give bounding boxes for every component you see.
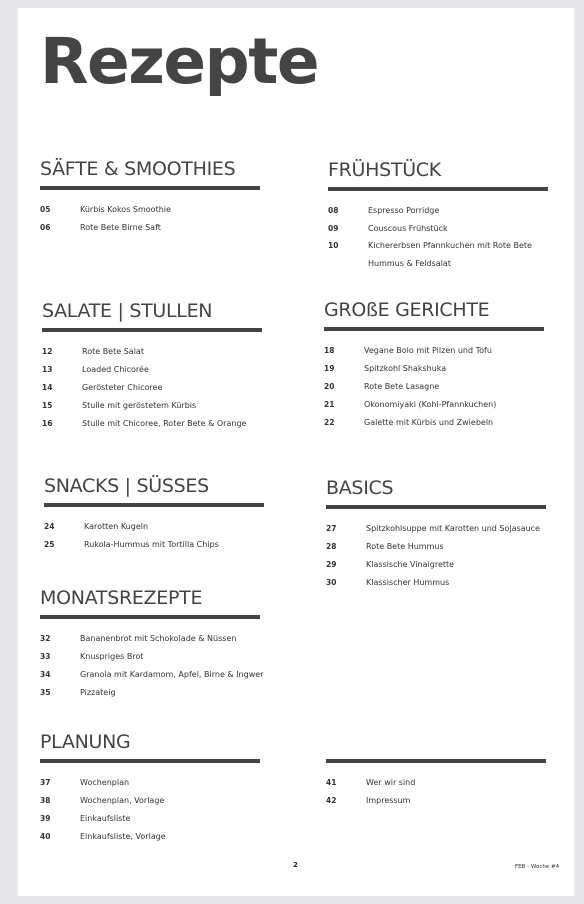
toc-page-number: 39 [40,813,51,823]
toc-label: Rote Bete Birne Saft [80,222,161,232]
section-rule [328,187,548,191]
toc-label: Rote Bete Hummus [366,541,444,551]
toc-label: Okonomiyaki (Kohl-Pfannkuchen) [364,399,497,409]
toc-entry[interactable] [42,342,262,360]
issue-label: FEB - Woche #4 [515,864,560,870]
toc-label: Stulle mit geröstetem Kürbis [82,400,197,410]
toc-page-number: 28 [326,541,337,551]
toc-entry[interactable] [40,683,260,701]
toc-page-number: 13 [42,364,53,374]
section-grosse-gerichte [324,299,544,431]
toc-entry[interactable] [328,219,548,237]
document-page [18,8,574,896]
toc-label: Spitzkohl Shakshuka [364,363,447,373]
toc-entry[interactable] [326,555,546,573]
toc-label: Klassische Vinaigrette [366,559,455,569]
section-rule [40,759,260,763]
toc-entry[interactable] [42,396,262,414]
toc-label: Granola mit Kardamom, Apfel, Birne & Ingwer [80,669,264,679]
toc-label: Bananenbrot mit Schokolade & Nüssen [80,633,237,643]
section-rule [42,328,262,332]
toc-page-number: 32 [40,633,51,643]
toc-label: Rukola-Hummus mit Tortilla Chips [84,539,219,549]
section-heading: BASICS [326,477,394,499]
toc-page-number: 33 [40,651,51,661]
toc-page-number: 21 [324,399,335,409]
toc-label: Einkaufsliste, Vorlage [80,831,166,841]
toc-entry[interactable] [42,360,262,378]
toc-entry[interactable] [40,218,260,236]
toc-label: Rote Bete Lasagne [364,381,440,391]
toc-entry[interactable] [40,665,264,683]
section-heading: SNACKS | SÜSSES [44,475,209,497]
section-heading [326,731,546,753]
section-snacks-suesses [44,475,264,553]
toc-entry[interactable] [328,201,548,219]
toc-label: Klassischer Hummus [366,577,450,587]
toc-label: Espresso Porridge [368,205,440,215]
toc-label: Spitzkohlsuppe mit Karotten und Sojasauce [366,523,540,533]
toc-label: Impressum [366,795,411,805]
toc-page-number: 06 [40,222,51,232]
toc-label: Rote Bete Salat [82,346,144,356]
toc-entry[interactable] [42,378,262,396]
toc-page-number: 19 [324,363,335,373]
section-rule [326,759,546,763]
toc-label: Couscous Frühstück [368,223,448,233]
toc-entry[interactable] [40,809,260,827]
toc-entry[interactable] [326,773,546,791]
toc-label: Galette mit Kürbis und Zwiebeln [364,417,494,427]
section-heading: PLANUNG [40,731,131,753]
section-heading: SÄFTE & SMOOTHIES [40,158,236,180]
toc-entry[interactable] [326,573,546,591]
section-fruehstueck [328,159,548,273]
toc-page-number: 12 [42,346,53,356]
page-title: Rezepte [40,25,319,98]
toc-entry[interactable] [324,413,544,431]
section-heading: FRÜHSTÜCK [328,159,441,181]
toc-entry[interactable] [326,519,546,537]
section-basics [326,477,546,591]
section-salate-stullen [42,300,262,432]
toc-entry[interactable] [40,200,260,218]
toc-entry[interactable] [326,537,546,555]
toc-entry[interactable] [40,827,260,845]
toc-entry[interactable] [44,535,264,553]
toc-page-number: 22 [324,417,335,427]
toc-page-number: 09 [328,223,339,233]
toc-entry[interactable] [44,517,264,535]
toc-entry[interactable] [324,341,544,359]
toc-page-number: 15 [42,400,53,410]
toc-page-number: 18 [324,345,335,355]
toc-page-number: 42 [326,795,337,805]
toc-page-number: 20 [324,381,335,391]
toc-page-number: 05 [40,204,51,214]
toc-label: Loaded Chicorée [82,364,149,374]
toc-label: Vegane Bolo mit Pilzen und Tofu [364,345,492,355]
toc-page-number: 16 [42,418,53,428]
section-planung [40,731,260,845]
toc-label: Kichererbsen Pfannkuchen mit Rote Bete Hummus & Feldsalat [368,241,532,268]
section-monatsrezepte [40,587,264,701]
section-rule [44,503,264,507]
toc-entry[interactable] [42,414,262,432]
toc-label: Knuspriges Brot [80,651,144,661]
toc-page-number: 25 [44,539,55,549]
toc-page-number: 35 [40,687,51,697]
toc-entry[interactable] [40,773,260,791]
toc-label: Wochenplan, Vorlage [80,795,165,805]
section-rule [40,186,260,190]
toc-label: Kürbis Kokos Smoothie [80,204,171,214]
toc-page-number: 34 [40,669,51,679]
toc-label: Karotten Kugeln [84,521,149,531]
toc-entry[interactable] [40,791,260,809]
toc-entry[interactable] [328,237,548,273]
section-rule [324,327,544,331]
toc-label: Wochenplan [80,777,130,787]
toc-page-number: 27 [326,523,337,533]
toc-entry[interactable] [326,791,546,809]
toc-page-number: 24 [44,521,55,531]
toc-entry[interactable] [324,377,544,395]
toc-page-number: 37 [40,777,51,787]
toc-page-number: 10 [328,241,339,250]
toc-page-number: 38 [40,795,51,805]
section-about [326,731,546,809]
toc-label: Wer wir sind [366,777,416,787]
section-heading: MONATSREZEPTE [40,587,203,609]
toc-label: Stulle mit Chicoree, Roter Bete & Orange [82,418,247,428]
section-saefte-smoothies [40,158,260,236]
toc-entry[interactable] [324,395,544,413]
toc-page-number: 29 [326,559,337,569]
toc-label: Pizzateig [80,687,116,697]
toc-entry[interactable] [40,629,260,647]
toc-page-number: 14 [42,382,53,392]
section-heading: GROßE GERICHTE [324,299,490,321]
toc-entry[interactable] [40,647,260,665]
toc-entry[interactable] [324,359,544,377]
section-rule [326,505,546,509]
toc-page-number: 41 [326,777,337,787]
toc-label: Einkaufsliste [80,813,131,823]
toc-page-number: 40 [40,831,51,841]
toc-label: Gerösteter Chicoree [82,382,163,392]
section-rule [40,615,260,619]
toc-page-number: 30 [326,577,337,587]
section-heading: SALATE | STULLEN [42,300,213,322]
page-number: 2 [293,861,298,869]
toc-page-number: 08 [328,205,339,215]
